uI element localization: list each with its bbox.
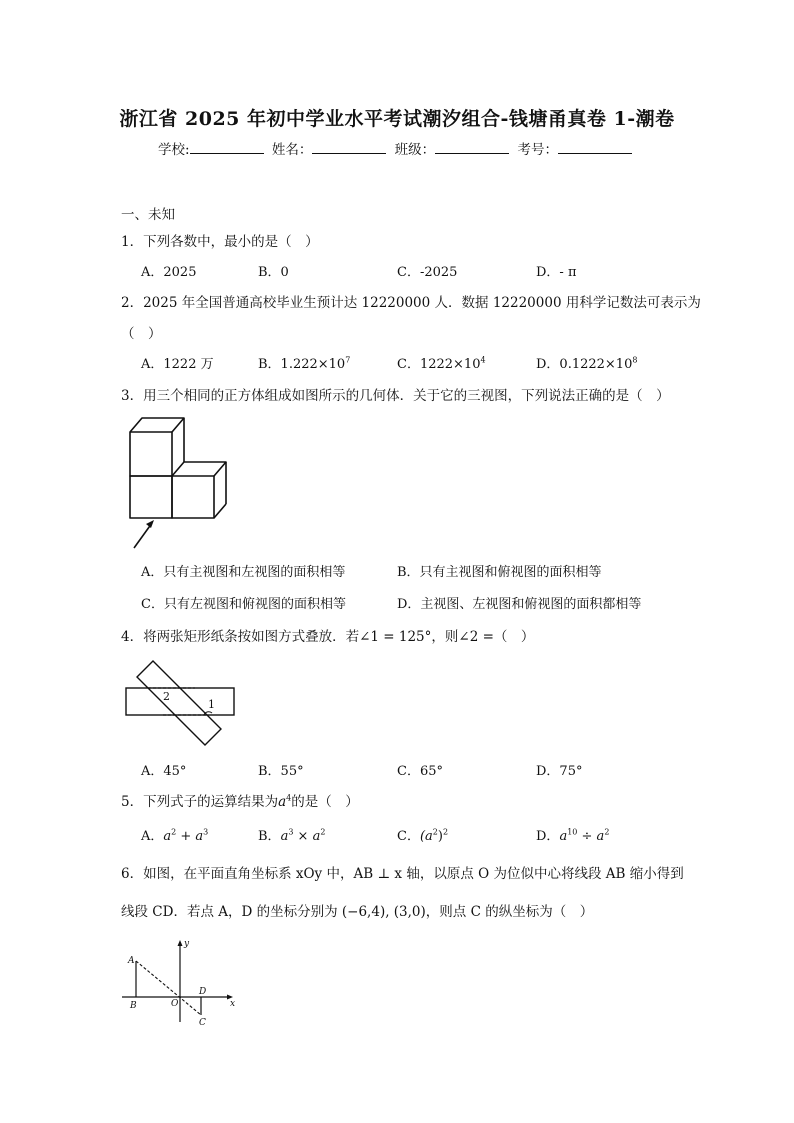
q5-option-a-mid: + a <box>176 829 204 844</box>
q4-option-b[interactable]: B．55° <box>258 764 304 779</box>
q6-origin-label: O <box>171 999 179 1009</box>
q5-option-b-exp2: 2 <box>320 827 326 837</box>
class-label: 班级： <box>394 142 436 158</box>
q6-stem-line2: 线段 CD．若点 A，D 的坐标分别为 (−6,4), (3,0)，则点 C 的纵坐标为（ ） <box>121 904 594 920</box>
q5-option-d-mid: ÷ a <box>577 829 605 844</box>
q6-y-axis-label: y <box>184 939 190 949</box>
q3-option-a[interactable]: A．只有主视图和左视图的面积相等 <box>141 565 346 580</box>
q5-option-b-base: a <box>280 829 289 844</box>
q5-stem-base: a <box>278 794 287 810</box>
q3-option-d[interactable]: D．主视图、左视图和俯视图的面积都相等 <box>397 597 642 612</box>
q2-option-d-exp: 8 <box>632 355 638 365</box>
school-label: 学校: <box>158 142 190 158</box>
q3-option-b[interactable]: B．只有主视图和俯视图的面积相等 <box>397 565 602 580</box>
q5-option-d-label: D． <box>536 829 560 844</box>
q5-stem-exp: 4 <box>286 793 292 803</box>
exam-number-blank[interactable] <box>558 141 632 154</box>
q4-option-d[interactable]: D．75° <box>536 764 583 779</box>
q5-option-a-exp2: 3 <box>203 827 209 837</box>
q2-option-d-base: D．0.1222×10 <box>536 357 633 372</box>
name-label: 姓名： <box>271 142 313 158</box>
q4-angle-2-label: 2 <box>163 690 170 703</box>
q2-option-b-exp: 7 <box>345 355 351 365</box>
q2-option-c-base: C．1222×10 <box>397 357 481 372</box>
q2-option-b-base: B．1.222×10 <box>258 357 346 372</box>
class-blank[interactable] <box>435 141 509 154</box>
q3-cube-figure <box>120 410 240 555</box>
q5-option-a-exp1: 2 <box>171 827 177 837</box>
q6-coordinate-figure <box>118 936 244 1028</box>
q4-stem: 4．将两张矩形纸条按如图方式叠放．若∠1 = 125°，则∠2 =（ ） <box>121 629 535 645</box>
q5-option-d[interactable] <box>536 825 609 844</box>
q6-point-d-label: D <box>199 987 207 997</box>
section-heading: 一、未知 <box>121 207 175 223</box>
q1-option-d[interactable]: D．- π <box>536 265 577 280</box>
q5-stem-tail: 的是（ ） <box>291 794 359 810</box>
q5-option-c-label: C． <box>397 829 420 844</box>
q5-option-c-exp2: 2 <box>442 827 449 837</box>
q4-paper-strips-figure <box>120 655 240 750</box>
q5-option-d-exp2: 2 <box>604 827 610 837</box>
q5-stem <box>121 790 359 810</box>
q2-stem-line2: （ ） <box>121 326 162 342</box>
exam-number-label: 考号： <box>517 142 558 158</box>
q5-option-b-label: B． <box>258 829 281 844</box>
q5-option-c-close: ) <box>437 829 443 844</box>
q3-stem: 3．用三个相同的正方体组成如图所示的几何体．关于它的三视图，下列说法正确的是（ ） <box>121 388 670 404</box>
q5-option-b-exp1: 3 <box>288 827 294 837</box>
q1-stem: 1．下列各数中，最小的是（ ） <box>121 234 319 250</box>
q5-stem-text: 5．下列式子的运算结果为 <box>121 794 279 810</box>
student-info-row <box>0 138 794 158</box>
q5-option-d-exp1: 10 <box>567 827 578 837</box>
school-blank[interactable] <box>190 141 264 154</box>
q5-option-a-label: A． <box>141 829 164 844</box>
q1-option-c[interactable]: C．-2025 <box>397 265 458 280</box>
q4-angle-1-label: 1 <box>208 698 215 711</box>
q6-point-c-label: C <box>199 1018 206 1028</box>
q5-option-b[interactable] <box>258 825 325 844</box>
q6-x-axis-label: x <box>230 999 236 1009</box>
q5-option-b-mid: × a <box>293 829 321 844</box>
q2-stem-line1: 2．2025 年全国普通高校毕业生预计达 12220000 人．数据 12220000 用科学记数法可表示为 <box>121 295 701 311</box>
q5-option-d-base: a <box>559 829 568 844</box>
q1-option-b[interactable]: B．0 <box>258 265 289 280</box>
q5-option-a[interactable] <box>141 825 208 844</box>
q6-stem-line1: 6．如图，在平面直角坐标系 xOy 中，AB ⊥ x 轴，以原点 O 为位似中心将线段 AB 缩小得到 <box>121 866 684 882</box>
q5-option-a-base: a <box>163 829 172 844</box>
q5-option-c-exp1: 2 <box>432 827 438 837</box>
q2-option-d[interactable] <box>536 353 637 372</box>
q6-point-b-label: B <box>130 1001 137 1011</box>
q5-option-c[interactable] <box>397 825 448 844</box>
q5-option-c-inner: (a <box>419 829 433 844</box>
q2-option-c-exp: 4 <box>480 355 486 365</box>
name-blank[interactable] <box>312 141 386 154</box>
q1-option-a[interactable]: A．2025 <box>141 265 197 280</box>
exam-title: 浙江省 2025 年初中学业水平考试潮汐组合-钱塘甬真卷 1-潮卷 <box>119 108 675 130</box>
q4-option-c[interactable]: C．65° <box>397 764 443 779</box>
q6-point-a-label: A <box>128 956 135 966</box>
q2-option-b[interactable] <box>258 353 350 372</box>
q3-option-c[interactable]: C．只有左视图和俯视图的面积相等 <box>141 597 346 612</box>
q4-option-a[interactable]: A．45° <box>141 764 187 779</box>
q2-option-c[interactable] <box>397 353 486 372</box>
q2-option-a[interactable]: A．1222 万 <box>141 357 214 372</box>
